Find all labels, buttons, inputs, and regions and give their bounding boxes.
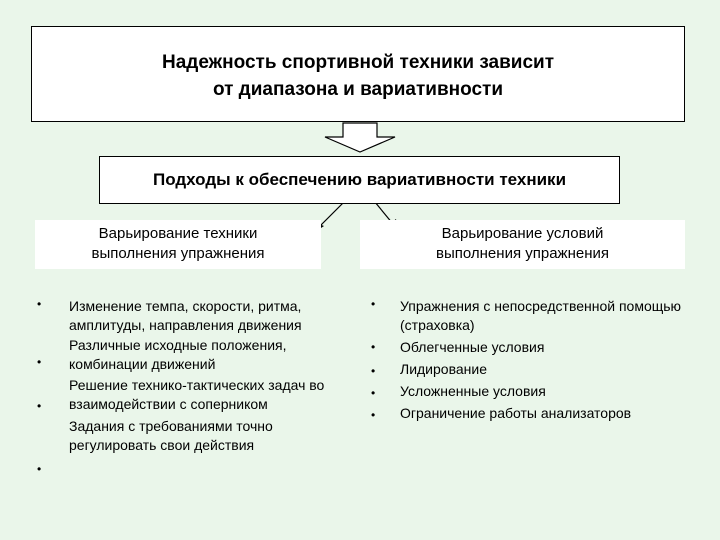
bullet-icon: • <box>371 364 376 378</box>
list-item: Упражнения с непосредственной помощью (страховка) <box>400 298 682 333</box>
list-item: Различные исходные положения, комбинации движений <box>69 337 287 372</box>
right-heading-line-1: Варьирование условий <box>441 225 604 242</box>
title-line-2: от диапазона и вариативности <box>212 79 504 100</box>
list-item: Изменение темпа, скорости, ритма, амплитуды, направления движения <box>69 298 302 333</box>
bullet-icon: • <box>371 386 376 400</box>
bullet-icon: • <box>371 297 376 311</box>
bullet-icon: • <box>371 408 376 422</box>
right-heading-line-2: выполнения упражнения <box>436 245 609 262</box>
title-line-1: Надежность спортивной техники зависит <box>162 52 554 73</box>
bullet-icon: • <box>37 297 42 311</box>
left-list <box>69 297 354 455</box>
bullet-icon: • <box>371 340 376 354</box>
list-item: Облегченные условия <box>400 339 545 355</box>
bullet-icon: • <box>37 462 42 476</box>
left-heading-box <box>35 220 321 269</box>
down-arrow-icon <box>325 123 395 152</box>
left-heading-line-1: Варьирование техники <box>98 225 258 242</box>
bullet-icon: • <box>37 399 42 413</box>
left-heading-line-2: выполнения упражнения <box>91 245 265 262</box>
list-item: Задания с требованиями точно регулировать свои действия <box>69 418 273 453</box>
list-item: Решение технико-тактических задач во взаимодействии с соперником <box>69 377 325 412</box>
approaches-text: Подходы к обеспечению вариативности техники <box>152 170 567 189</box>
approaches-box <box>99 156 620 204</box>
list-item: Ограничение работы анализаторов <box>400 405 632 421</box>
list-item: Усложненные условия <box>400 383 546 399</box>
right-heading-box <box>360 220 685 269</box>
right-list <box>400 297 690 423</box>
bullet-icon: • <box>37 355 42 369</box>
list-item: Лидирование <box>400 361 487 377</box>
